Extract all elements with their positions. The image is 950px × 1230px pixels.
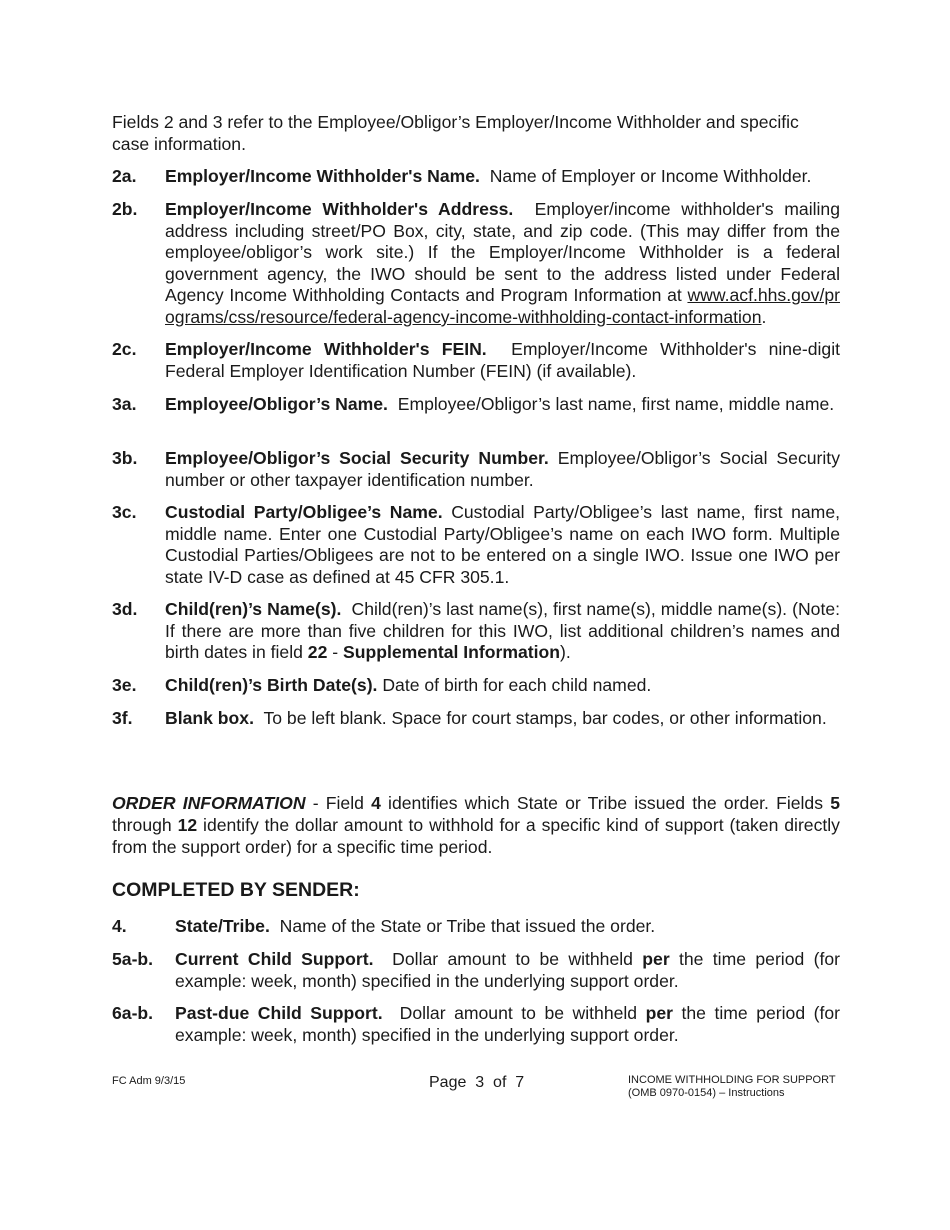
per-emphasis: per: [645, 1003, 673, 1023]
item-text: the time period (for example: week, month) specified in the underlying support order.: [175, 949, 841, 991]
field-item-3e: [112, 675, 840, 697]
field-item-3a: [112, 394, 840, 416]
item-title: Current Child Support.: [175, 949, 374, 969]
item-text: Child(ren)’s last name(s), first name(s), middle name(s). (Note: If there are more than five children for this IWO, list additional children’s names and birth dates in field: [165, 599, 841, 663]
item-number: 3d.: [112, 599, 138, 619]
item-number: 3b.: [112, 448, 138, 468]
item-title: Past-due Child Support.: [175, 1003, 383, 1023]
item-number: 2a.: [112, 166, 137, 186]
field-item-6a-b: [112, 1003, 840, 1046]
item-text: Name of the State or Tribe that issued the order.: [279, 916, 656, 936]
item-number: 2c.: [112, 339, 137, 359]
item-text: Dollar amount to be withheld: [392, 949, 643, 969]
item-title: Blank box.: [165, 708, 254, 728]
field-item-2a: [112, 166, 840, 188]
item-text: Dollar amount to be withheld: [399, 1003, 646, 1023]
section-ref: Supplemental Information: [343, 642, 561, 663]
footer-form-title-line1: INCOME WITHHOLDING FOR SUPPORT: [628, 1074, 836, 1086]
order-text: identify the dollar amount to withhold for a specific kind of support (taken directly from the support order) for a specific time period.: [112, 815, 840, 857]
section-heading: COMPLETED BY SENDER:: [112, 879, 360, 901]
item-number: 2b.: [112, 199, 138, 219]
item-punctuation: ).: [560, 642, 571, 663]
item-title: Employee/Obligor’s Name.: [165, 394, 388, 414]
field-item-5a-b: [112, 949, 840, 992]
item-number: 3c.: [112, 502, 137, 522]
item-text: Custodial Party/Obligee’s last name, first name, middle name. Enter one Custodial Party/Obligee’s name on each IWO form. Multiple Custodial Parties/Obligees are not to be entered on a single IWO. Issue one IWO per state IV-D case as defined at 45 CFR 305.1.: [165, 502, 840, 587]
item-title: Employer/Income Withholder's Name.: [165, 166, 480, 186]
item-text: To be left blank. Space for court stamps, bar codes, or other information.: [263, 708, 827, 728]
order-information-label: ORDER INFORMATION: [112, 793, 306, 813]
footer-form-title: [628, 1074, 836, 1099]
item-title: Child(ren)’s Birth Date(s).: [165, 675, 378, 695]
field-item-3f: [112, 708, 840, 730]
item-text: Employee/Obligor’s Social Security number or other taxpayer identification number.: [165, 448, 840, 490]
field-item-3c: [112, 502, 840, 588]
field-item-3b: [112, 448, 840, 491]
item-text: Employee/Obligor’s last name, first name, middle name.: [397, 394, 835, 414]
item-number: 4.: [112, 916, 127, 936]
field-ref: 12: [177, 815, 198, 835]
order-text: - Field: [305, 793, 372, 813]
item-number: 5a-b.: [112, 949, 154, 969]
field-ref: 5: [830, 793, 840, 813]
item-title: Employer/Income Withholder's Address.: [165, 199, 514, 219]
item-number: 3a.: [112, 394, 137, 414]
item-text: the time period (for example: week, month) specified in the underlying support order.: [175, 1003, 841, 1045]
per-emphasis: per: [642, 949, 670, 969]
item-title: Employee/Obligor’s Social Security Number.: [165, 448, 549, 468]
item-title: Child(ren)’s Name(s).: [165, 599, 342, 619]
item-number: 3f.: [112, 708, 133, 728]
item-text: Employer/Income Withholder's nine-digit Federal Employer Identification Number (FEIN) (if available).: [165, 339, 840, 381]
item-title: State/Tribe.: [175, 916, 270, 936]
field-item-3d: [112, 599, 840, 664]
order-text: identifies which State or Tribe issued the order. Fields: [380, 793, 831, 813]
field-item-2c: [112, 339, 840, 382]
footer-form-title-line2: (OMB 0970-0154) – Instructions: [628, 1086, 785, 1099]
order-text: through: [112, 815, 178, 835]
item-title: Employer/Income Withholder's FEIN.: [165, 339, 487, 359]
field-item-4: [112, 916, 840, 938]
footer-form-code: FC Adm 9/3/15: [112, 1075, 186, 1087]
item-text: Employer/income withholder's mailing address including street/PO Box, city, state, and zip code. (This may differ from the employee/obligor’s work site.) If the Employer/Income Withholder is a federal government agency, the IWO should be sent to the address listed under Federal Agency Income Withholding Contacts and Program Information at: [165, 199, 840, 306]
item-number: 3e.: [112, 675, 137, 695]
federal-agency-contacts-link[interactable]: www.acf.hhs.gov/programs/css/resource/federal-agency-income-withholding-contact-information: [165, 285, 840, 327]
item-punctuation: .: [761, 306, 767, 327]
dash: -: [327, 642, 344, 663]
field-item-2b: [112, 199, 840, 329]
intro-paragraph: Fields 2 and 3 refer to the Employee/Obligor’s Employer/Income Withholder and specific case information.: [112, 112, 799, 154]
item-number: 6a-b.: [112, 1003, 154, 1023]
item-text: Date of birth for each child named.: [382, 675, 652, 695]
item-text: Name of Employer or Income Withholder.: [489, 166, 812, 186]
item-title: Custodial Party/Obligee’s Name.: [165, 502, 443, 522]
field-ref: 4: [371, 793, 381, 813]
field-ref: 22: [307, 642, 328, 663]
footer-page-number: Page 3 of 7: [429, 1074, 525, 1091]
order-information-paragraph: [112, 792, 840, 858]
